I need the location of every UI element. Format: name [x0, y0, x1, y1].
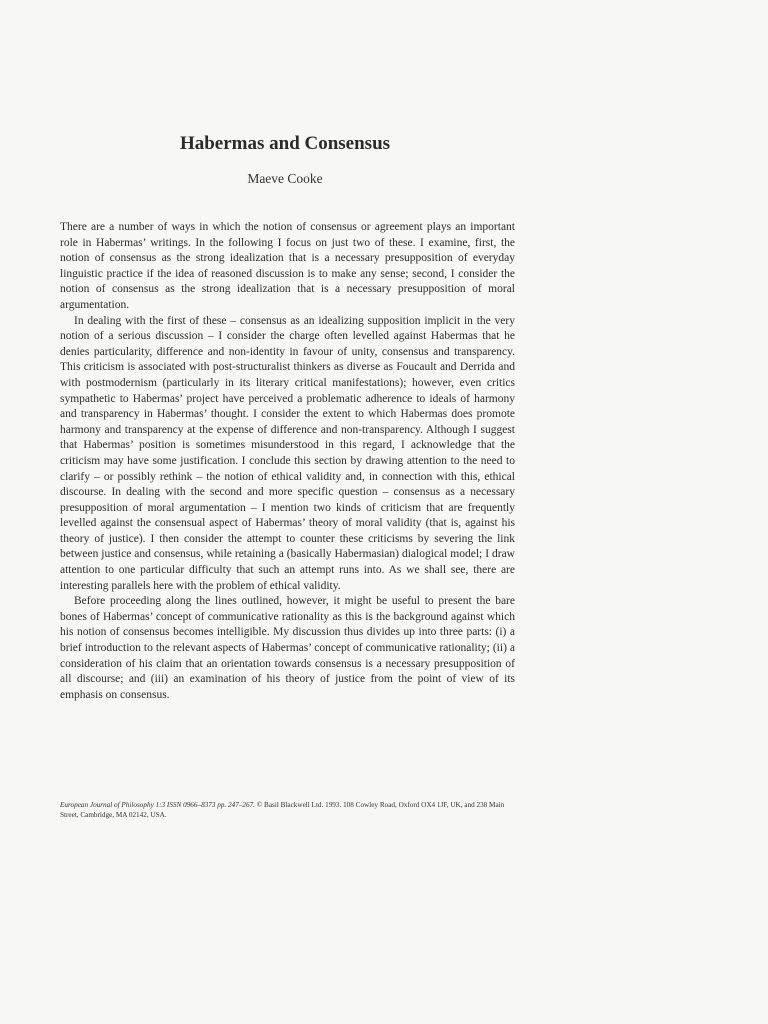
article-title: Habermas and Consensus: [179, 133, 391, 154]
article-author: Maeve Cooke: [247, 171, 323, 186]
paragraph-1: There are a number of ways in which the notion of consensus or agreement plays an important role in Habermas’ writings. In the following I focus on just two of these. I examine, first, the notion of consensus as the strong idealization that is a necessary presupposition of everyday linguistic practice if the idea of reasoned discussion is to make any sense; second, I consider the notion of consensus as the strong idealization that is a necessary presupposition of moral argumentation.: [60, 221, 515, 311]
footnote-publisher: © Basil Blackwell Ltd. 1993. 108 Cowley Road, Oxford OX4 1JF, UK, and 238 Main Street, Cambridge, MA 02142, USA.: [60, 801, 505, 819]
article-body: [60, 220, 515, 703]
paragraph-3: Before proceeding along the lines outlined, however, it might be useful to present the bare bones of Habermas’ concept of communicative rationality as this is the background against which his notion of consensus becomes intelligible. My discussion thus divides up into three parts: (i) a brief introduction to the relevant aspects of Habermas’ concept of communicative rationality; (ii) a consideration of his claim that an orientation towards consensus is a necessary presupposition of all discourse; and (iii) an examination of his theory of justice from the point of view of its emphasis on consensus.: [60, 595, 515, 701]
footnote-journal: European Journal of Philosophy 1:3 ISSN 0966–8373 pp. 247–267.: [60, 801, 255, 809]
publication-footnote: [60, 800, 515, 820]
paragraph-2: In dealing with the first of these – consensus as an idealizing supposition implicit in the very notion of a serious discussion – I consider the charge often levelled against Habermas that he denies particularity, difference and non-identity in favour of unity, consensus and transparency. This criticism is associated with post-structuralist thinkers as diverse as Foucault and Derrida and with postmodernism (particularly in its literary critical manifestations); however, even critics sympathetic to Habermas’ project have perceived a problematic adherence to ideals of harmony and transparency in Habermas’ thought. I consider the extent to which Habermas does promote harmony and transparency at the expense of difference and non-transparency. Although I suggest that Habermas’ position is sometimes misunderstood in this regard, I acknowledge that the criticism may have some justification. I conclude this section by drawing attention to the need to clarify – or possibly rethink – the notion of ethical validity and, in connection with this, ethical discourse. In dealing with the second and more specific question – consensus as a necessary presupposition of moral argumentation – I mention two kinds of criticism that are frequently levelled against the consensual aspect of Habermas’ theory of moral validity (that is, against his theory of justice). I then consider the attempt to counter these criticisms by severing the link between justice and consensus, while retaining a (basically Habermasian) dialogical model; I draw attention to one particular difficulty that such an attempt runs into. As we shall see, there are interesting parallels here with the problem of ethical validity.: [60, 314, 515, 592]
